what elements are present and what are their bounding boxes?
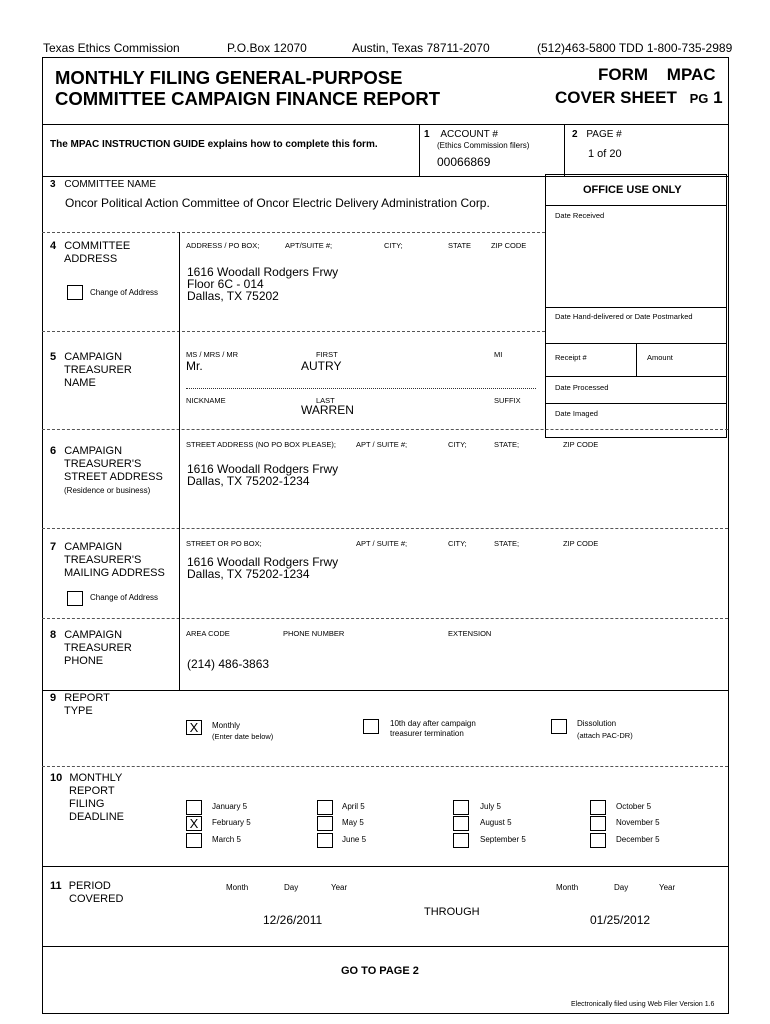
instruction-text: The MPAC INSTRUCTION GUIDE explains how to complete this form. — [50, 139, 378, 150]
period-to-value: 01/25/2012 — [590, 913, 651, 927]
title-line2: COMMITTEE CAMPAIGN FINANCE REPORT — [55, 88, 441, 109]
treasurer-first: AUTRY — [301, 359, 342, 373]
month-checkbox[interactable] — [453, 833, 469, 848]
sec6-label4: (Residence or business) — [64, 486, 151, 495]
col-state: STATE — [448, 241, 472, 250]
date-hand-delivered: Date Hand-delivered or Date Postmarked — [555, 312, 693, 321]
pg-number: 1 — [713, 88, 723, 107]
col-city-7: CITY; — [448, 539, 467, 548]
sec8-label1: CAMPAIGN — [64, 629, 123, 641]
from-year-label: Year — [331, 883, 348, 892]
sec9-num: 9 — [50, 692, 57, 704]
tstreet-line1: 1616 Woodall Rodgers Frwy — [187, 462, 339, 476]
efile-note: Electronically filed using Web Filer Version 1.6 — [571, 1001, 715, 1008]
tenth-day-label — [390, 719, 476, 739]
month-checkbox[interactable] — [590, 800, 606, 815]
month-label: May 5 — [342, 818, 364, 827]
col-city-6: CITY; — [448, 440, 467, 449]
caddr-line1: 1616 Woodall Rodgers Frwy — [187, 265, 339, 279]
committee-address-label — [50, 240, 130, 266]
committee-name-label — [50, 179, 156, 190]
month-checkbox[interactable] — [590, 833, 606, 848]
month-checkbox[interactable] — [453, 816, 469, 831]
col-title: MS / MRS / MR — [186, 350, 239, 359]
treasurer-last: WARREN — [301, 403, 354, 417]
through-label: THROUGH — [424, 906, 480, 918]
amount-label: Amount — [647, 353, 673, 362]
tmail-line1: 1616 Woodall Rodgers Frwy — [187, 555, 339, 569]
sec6-label3: STREET ADDRESS — [64, 471, 163, 483]
header-phone: (512)463-5800 TDD 1-800-735-2989 — [537, 41, 733, 55]
sec10-label2: REPORT — [69, 785, 115, 797]
month-checkbox[interactable] — [317, 816, 333, 831]
period-from-value: 12/26/2011 — [263, 913, 323, 927]
account-sub: (Ethics Commission filers) — [437, 141, 530, 150]
month-checkbox[interactable] — [453, 800, 469, 815]
form-code — [598, 65, 716, 85]
col-apt: APT/SUITE #; — [285, 241, 333, 250]
month-label: June 5 — [342, 835, 367, 844]
change-of-address-checkbox-7[interactable] — [67, 591, 83, 606]
sec5-label1: CAMPAIGN — [64, 351, 123, 363]
month-checkbox[interactable] — [186, 833, 202, 848]
sec7-label2: TREASURER'S — [64, 554, 142, 566]
col-area-code: AREA CODE — [186, 629, 230, 638]
account-value: 00066869 — [437, 155, 491, 169]
monthly-checkbox[interactable]: X — [186, 720, 202, 735]
receipt-label: Receipt # — [555, 353, 587, 362]
period-covered-label — [50, 880, 123, 906]
pg-label: PG — [689, 91, 709, 106]
from-month-label: Month — [226, 883, 249, 892]
dissolution-sub: (attach PAC-DR) — [577, 731, 633, 740]
dissolution-label: Dissolution — [577, 719, 617, 728]
committee-name-value: Oncor Political Action Committee of Oncor Electric Delivery Administration Corp. — [65, 196, 490, 210]
caddr-line3: Dallas, TX 75202 — [187, 289, 279, 303]
sec3-label: COMMITTEE NAME — [64, 179, 157, 190]
cover-sheet — [555, 88, 723, 108]
sec11-label1: PERIOD — [68, 880, 111, 892]
treasurer-phone-label — [50, 629, 132, 668]
sec11-num: 11 — [50, 880, 62, 892]
treasurer-mailing-value — [187, 556, 338, 580]
treasurer-street-value — [187, 463, 338, 487]
treasurer-title: Mr. — [186, 359, 203, 373]
account-label: ACCOUNT # — [440, 129, 498, 140]
date-imaged: Date Imaged — [555, 409, 598, 418]
cover-sheet-label: COVER SHEET — [555, 88, 677, 107]
sec6-num: 6 — [50, 445, 57, 457]
office-use-title: OFFICE USE ONLY — [583, 184, 682, 196]
month-label: January 5 — [212, 802, 248, 811]
tenth-day-checkbox[interactable] — [363, 719, 379, 734]
sec4-label2: ADDRESS — [64, 253, 118, 265]
col-apt-6: APT / SUITE #; — [356, 440, 408, 449]
from-day-label: Day — [284, 883, 299, 892]
col-state-7: STATE; — [494, 539, 520, 548]
date-processed: Date Processed — [555, 383, 609, 392]
col-phone: PHONE NUMBER — [283, 629, 345, 638]
sec8-num: 8 — [50, 629, 57, 641]
sec9-label1: REPORT — [64, 692, 110, 704]
tenth-line1: 10th day after campaign — [390, 719, 476, 728]
sec3-num: 3 — [50, 179, 56, 190]
report-type-label — [50, 692, 110, 718]
col-extension: EXTENSION — [448, 629, 492, 638]
sec6-label2: TREASURER'S — [64, 458, 142, 470]
col-city: CITY; — [384, 241, 403, 250]
monthly-label: Monthly — [212, 721, 241, 730]
sec10-label1: MONTHLY — [69, 772, 123, 784]
month-label: October 5 — [616, 802, 652, 811]
month-label: September 5 — [480, 835, 526, 844]
form-code-value: MPAC — [666, 65, 716, 84]
filing-deadline-label — [50, 772, 124, 824]
to-year-label: Year — [659, 883, 676, 892]
col-state-6: STATE; — [494, 440, 520, 449]
tenth-line2: treasurer termination — [390, 729, 464, 738]
page-title — [55, 67, 440, 109]
sec11-label2: COVERED — [69, 893, 124, 905]
monthly-sub: (Enter date below) — [212, 732, 274, 741]
page-value: 1 of 20 — [588, 148, 622, 160]
col-zip: ZIP CODE — [491, 241, 527, 250]
treasurer-street-label — [50, 445, 163, 497]
to-month-label: Month — [556, 883, 579, 892]
sec8-label3: PHONE — [64, 655, 104, 667]
tstreet-line2: Dallas, TX 75202-1234 — [187, 474, 310, 488]
change-address-label-7: Change of Address — [90, 593, 159, 602]
date-received: Date Received — [555, 211, 605, 220]
col-apt-7: APT / SUITE #; — [356, 539, 408, 548]
account-num: 1 — [424, 129, 430, 140]
month-label: December 5 — [616, 835, 660, 844]
account-number-label — [424, 129, 498, 140]
col-mi: MI — [494, 350, 503, 359]
col-address: ADDRESS / PO BOX; — [186, 241, 260, 250]
sec7-label1: CAMPAIGN — [64, 541, 123, 553]
sec10-num: 10 — [50, 772, 63, 784]
month-label: July 5 — [480, 802, 501, 811]
col-zip-7: ZIP CODE — [563, 539, 599, 548]
col-suffix: SUFFIX — [494, 396, 521, 405]
month-label: March 5 — [212, 835, 241, 844]
header-city: Austin, Texas 78711-2070 — [352, 41, 490, 55]
month-checkbox[interactable] — [317, 833, 333, 848]
header-pobox: P.O.Box 12070 — [227, 41, 307, 55]
page-number-label — [572, 129, 622, 140]
page-label: PAGE # — [586, 129, 622, 140]
sec7-label3: MAILING ADDRESS — [64, 567, 165, 579]
to-day-label: Day — [614, 883, 629, 892]
change-address-label-4: Change of Address — [90, 288, 159, 297]
sec10-label3: FILING — [69, 798, 105, 810]
month-label: November 5 — [616, 818, 660, 827]
month-label: August 5 — [480, 818, 512, 827]
month-label: February 5 — [212, 818, 251, 827]
col-street: STREET ADDRESS (NO PO BOX PLEASE); — [186, 440, 336, 449]
sec4-label1: COMMITTEE — [64, 240, 131, 252]
month-checkbox[interactable] — [317, 800, 333, 815]
col-zip-6: ZIP CODE — [563, 440, 599, 449]
col-street-7: STREET OR PO BOX; — [186, 539, 262, 548]
month-checkbox[interactable]: X — [186, 816, 202, 831]
tmail-line2: Dallas, TX 75202-1234 — [187, 567, 310, 581]
sec6-label1: CAMPAIGN — [64, 445, 123, 457]
go-to-page-2: GO TO PAGE 2 — [341, 965, 419, 977]
sec4-num: 4 — [50, 240, 57, 252]
caddr-line2: Floor 6C - 014 — [187, 277, 264, 291]
page-num: 2 — [572, 129, 578, 140]
dissolution-checkbox[interactable] — [551, 719, 567, 734]
treasurer-mailing-label — [50, 541, 165, 580]
col-first: FIRST — [316, 350, 338, 359]
col-last: LAST — [316, 396, 335, 405]
col-nickname: NICKNAME — [186, 396, 226, 405]
treasurer-phone-value: (214) 486-3863 — [187, 657, 270, 671]
sec10-label4: DEADLINE — [69, 811, 125, 823]
sec5-label3: NAME — [64, 377, 96, 389]
sec5-label2: TREASURER — [64, 364, 132, 376]
month-checkbox[interactable] — [590, 816, 606, 831]
sec7-num: 7 — [50, 541, 57, 553]
sec8-label2: TREASURER — [64, 642, 132, 654]
month-checkbox[interactable] — [186, 800, 202, 815]
form-label: FORM — [598, 65, 649, 84]
month-label: April 5 — [342, 802, 365, 811]
sec9-label2: TYPE — [64, 705, 93, 717]
committee-address-value — [187, 266, 338, 302]
title-line1: MONTHLY FILING GENERAL-PURPOSE — [55, 67, 403, 88]
change-of-address-checkbox-4[interactable] — [67, 285, 83, 300]
sec5-num: 5 — [50, 351, 57, 363]
header-org: Texas Ethics Commission — [43, 41, 180, 55]
treasurer-name-label — [50, 351, 132, 390]
